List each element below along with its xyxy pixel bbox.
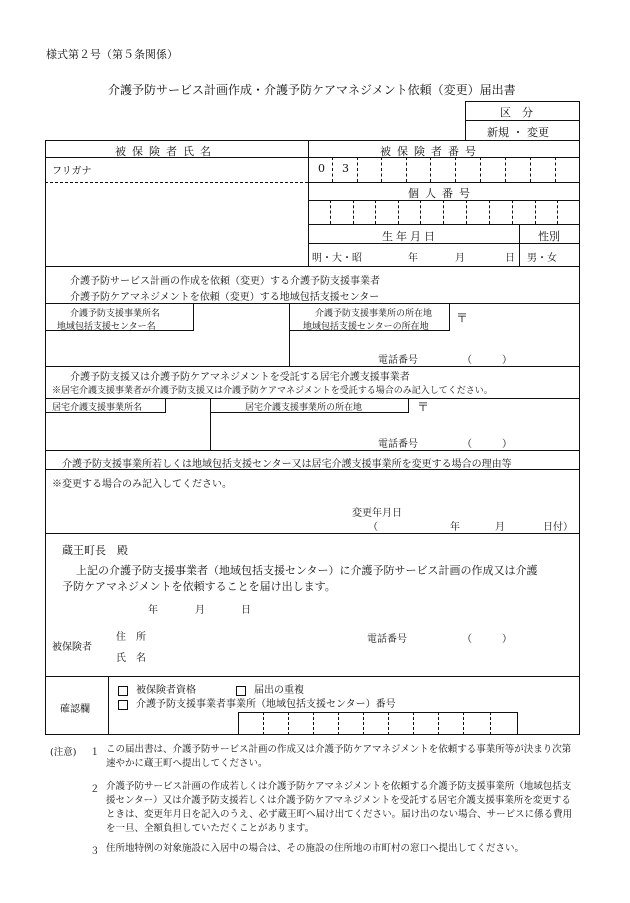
declaration-day: 日: [241, 605, 251, 616]
support-heading-1: 介護予防サービス計画の作成を依頼（変更）する介護予防支援事業者: [70, 276, 380, 287]
personal-number-header: 個人番号: [408, 187, 476, 200]
confirmation-label: 確認欄: [60, 704, 90, 715]
insured-label: 被保険者: [52, 642, 92, 653]
homecare-note: ※居宅介護支援事業者が介護予防支援又は介護予防ケアマネジメントを受託する場合のみ記入してください。: [52, 386, 493, 396]
dob-month: 月: [455, 253, 465, 264]
homecare-name-label: 居宅介護支援事業所名: [52, 403, 143, 413]
checkbox-icon[interactable]: [118, 700, 128, 710]
dob-day: 日: [505, 253, 515, 264]
change-date-label: 変更年月日: [352, 508, 402, 519]
change-date-open: （: [368, 522, 378, 533]
dob-eras[interactable]: 明・大・昭: [312, 253, 362, 264]
change-reason-note: ※変更する場合のみ記入してください。: [52, 479, 232, 490]
support-postal-mark: 〒: [456, 311, 469, 325]
note-1: この届出書は、介護予防サービス計画の作成又は介護予防ケアマネジメントを依頼する事業所等が決まり次第速やかに蔵王町へ提出してください。: [106, 744, 572, 769]
sex-header: 性別: [538, 230, 560, 243]
insured-number-header: 被保険者番号: [380, 145, 482, 158]
insured-number-digit-1: 0: [318, 162, 325, 175]
addressee: 蔵王町長 殿: [62, 544, 128, 557]
form-number: 様式第２号（第５条関係）: [46, 48, 178, 61]
note-3-number: ３: [90, 846, 100, 857]
insured-name-header: 被保険者氏名: [115, 145, 217, 158]
insured-address-label: 住 所: [116, 632, 146, 643]
support-name-label-2: 地域包括支援センター名: [57, 322, 156, 332]
confirm-item-qualification[interactable]: 被保険者資格: [118, 681, 196, 696]
checkbox-icon[interactable]: [236, 686, 246, 696]
office-number-cells[interactable]: [238, 712, 518, 735]
change-date-year: 年: [450, 522, 460, 533]
homecare-phone-label: 電話番号: [378, 439, 418, 450]
declaration-phone-label: 電話番号: [367, 634, 407, 645]
category-label: 区 分: [500, 106, 533, 119]
note-2: 介護予防サービス計画の作成若しくは介護予防ケアマネジメントを依頼する介護予防支援事業所（地域包括支援センター）又は介護予防支援若しくは介護予防ケアマネジメントを受託する居宅介護支援事業所を変更するときは、変更年月日を記入のうえ、必ず蔵王町へ届け出てください。届け出のない場合、サービスに係る費用を一旦、全額負担していただくことがあります。: [106, 781, 573, 834]
declaration-body-1: 上記の介護予防支援事業者（地域包括支援センター）に介護予防サービス計画の作成又は介護: [76, 564, 538, 577]
category-options[interactable]: 新規 ・ 変更: [487, 126, 549, 139]
declaration-year: 年: [148, 605, 158, 616]
furigana-label: フリガナ: [52, 166, 92, 177]
sex-options[interactable]: 男・女: [527, 253, 557, 264]
support-address-label-1: 介護予防支援事業所の所在地: [315, 309, 433, 319]
dob-year: 年: [408, 253, 418, 264]
confirm-item-office-number[interactable]: 介護予防支援事業者事業所（地域包括支援センター）番号: [118, 695, 396, 710]
homecare-phone-parens: （ ）: [462, 439, 512, 450]
support-phone-parens: （ ）: [462, 355, 512, 366]
insured-name-label: 氏 名: [116, 653, 146, 664]
support-heading-2: 介護予防ケアマネジメントを依頼（変更）する地域包括支援センター: [70, 292, 380, 303]
change-reason-heading: 介護予防支援事業所若しくは地域包括支援センター又は居宅介護支援事業所を変更する場合の理由等: [62, 459, 512, 470]
page-title: 介護予防サービス計画作成・介護予防ケアマネジメント依頼（変更）届出書: [108, 83, 516, 97]
homecare-address-label: 居宅介護支援事業所の所在地: [245, 403, 363, 413]
notes-prefix: (注意): [50, 747, 77, 758]
homecare-postal-mark: 〒: [417, 400, 430, 414]
note-3: 住所地特例の対象施設に入居中の場合は、その施設の住所地の市町村の窓口へ提出してください。: [106, 843, 525, 854]
change-date-month: 月: [495, 522, 505, 533]
checkbox-icon[interactable]: [118, 686, 128, 696]
insured-number-digit-2: 3: [342, 162, 349, 175]
note-1-number: １: [90, 747, 100, 758]
declaration-month: 月: [195, 605, 205, 616]
confirm-item-duplicate[interactable]: 届出の重複: [236, 681, 304, 696]
change-date-day: 日付）: [543, 522, 573, 533]
note-2-number: ２: [90, 784, 100, 795]
support-address-label-2: 地域包括支援センターの所在地: [303, 322, 429, 332]
dob-header: 生年月日: [382, 230, 438, 243]
support-name-label-1: 介護予防支援事業所名: [70, 309, 161, 319]
homecare-heading: 介護予防支援又は介護予防ケアマネジメントを受託する居宅介護支援事業者: [70, 372, 410, 383]
declaration-body-2: 予防ケアマネジメントを依頼することを届け出します。: [62, 580, 336, 593]
declaration-phone-parens: （ ）: [462, 634, 512, 645]
support-phone-label: 電話番号: [378, 355, 418, 366]
